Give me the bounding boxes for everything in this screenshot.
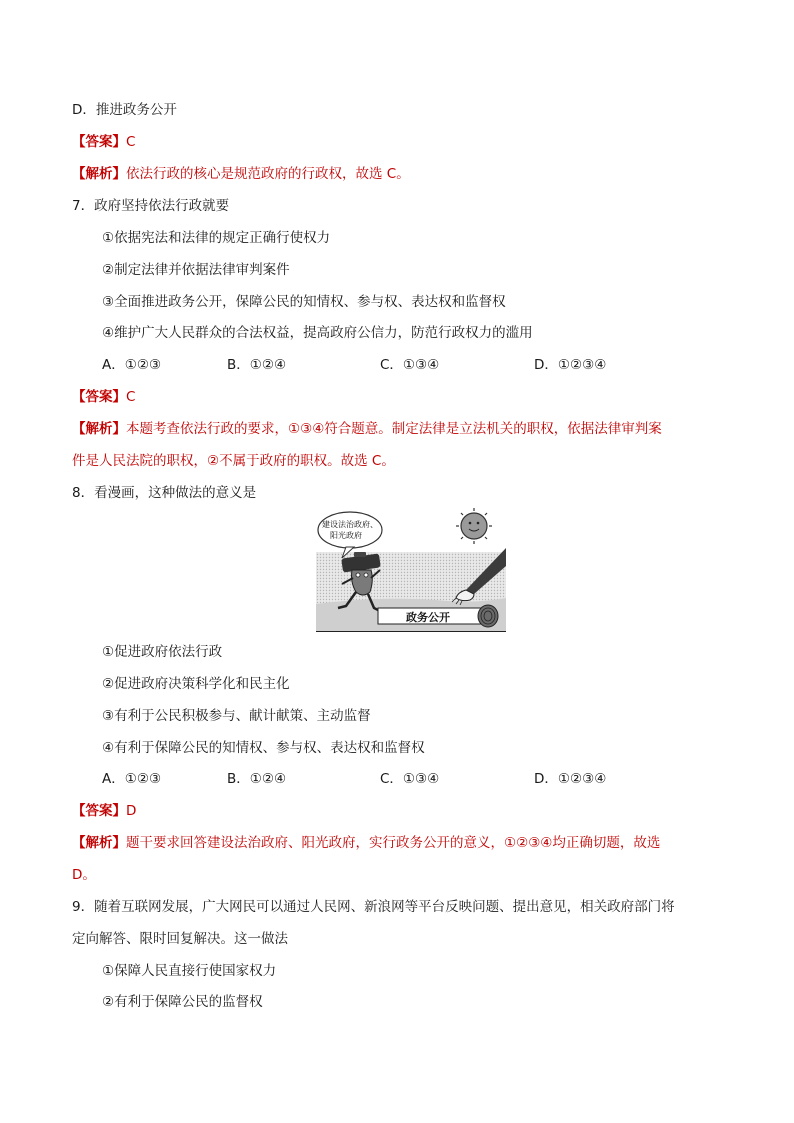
q7-option-a: A．①②③: [102, 357, 162, 373]
bubble-text-2: 阳光政府: [330, 531, 362, 540]
answer-label: 【答案】: [72, 389, 126, 405]
q7-analysis-1: [72, 419, 662, 439]
answer-value: C: [126, 389, 136, 405]
q6-answer: [72, 132, 135, 152]
sun-icon: [456, 508, 492, 544]
analysis-label: 【解析】: [72, 166, 126, 182]
analysis-text: 题干要求回答建设法治政府、阳光政府，实行政务公开的意义，①②③④均正确切题，故选: [126, 835, 661, 851]
bubble-text-1: 建设法治政府、: [322, 520, 378, 529]
q9-item-2: ②有利于保障公民的监督权: [102, 994, 263, 1010]
q7-analysis-2: 件是人民法院的职权，②不属于政府的职权。故选 C。: [72, 453, 395, 469]
scroll-banner-text: 政务公开: [406, 611, 450, 624]
q7-item-1: ①依据宪法和法律的规定正确行使权力: [102, 230, 331, 246]
q8-stem: 8．看漫画，这种做法的意义是: [72, 485, 257, 501]
q9-stem-2: 定向解答、限时回复解决。这一做法: [72, 931, 288, 947]
analysis-label: 【解析】: [72, 421, 126, 437]
q8-option-d: D．①②③④: [534, 771, 607, 787]
q8-item-4: ④有利于保障公民的知情权、参与权、表达权和监督权: [102, 740, 425, 756]
answer-label: 【答案】: [72, 134, 126, 150]
q7-answer: [72, 387, 135, 407]
q7-item-4: ④维护广大人民群众的合法权益，提高政府公信力，防范行政权力的滥用: [102, 325, 533, 341]
q8-item-3: ③有利于公民积极参与、献计献策、主动监督: [102, 708, 371, 724]
q8-item-2: ②促进政府决策科学化和民主化: [102, 676, 290, 692]
q8-analysis-1: [72, 833, 660, 853]
analysis-label: 【解析】: [72, 835, 126, 851]
q8-item-1: ①促进政府依法行政: [102, 644, 223, 660]
q9-item-1: ①保障人民直接行使国家权力: [102, 963, 277, 979]
q7-item-3: ③全面推进政务公开，保障公民的知情权、参与权、表达权和监督权: [102, 294, 506, 310]
analysis-text: 本题考查依法行政的要求，①③④符合题意。制定法律是立法机关的职权，依据法律审判案: [126, 421, 662, 437]
q8-answer: [72, 801, 136, 821]
q9-stem-1: 9．随着互联网发展，广大网民可以通过人民网、新浪网等平台反映问题、提出意见，相关政府部门将: [72, 899, 675, 915]
q8-option-c: C．①③④: [380, 771, 440, 787]
q6-analysis: [72, 164, 410, 184]
analysis-text: 依法行政的核心是规范政府的行政权，故选 C。: [126, 166, 410, 182]
q8-option-b: B．①②④: [227, 771, 287, 787]
government-openness-cartoon: [316, 508, 506, 632]
q8-analysis-2: D。: [72, 867, 96, 883]
answer-value: D: [126, 803, 137, 819]
q6-option-d: D．推进政务公开: [72, 102, 177, 118]
q7-option-d: D．①②③④: [534, 357, 607, 373]
answer-value: C: [126, 134, 136, 150]
q7-stem: 7．政府坚持依法行政就要: [72, 198, 230, 214]
unrolling-scroll: [378, 605, 498, 627]
q7-item-2: ②制定法律并依据法律审判案件: [102, 262, 290, 278]
answer-label: 【答案】: [72, 803, 126, 819]
q7-option-b: B．①②④: [227, 357, 287, 373]
q7-option-c: C．①③④: [380, 357, 440, 373]
q8-option-a: A．①②③: [102, 771, 162, 787]
